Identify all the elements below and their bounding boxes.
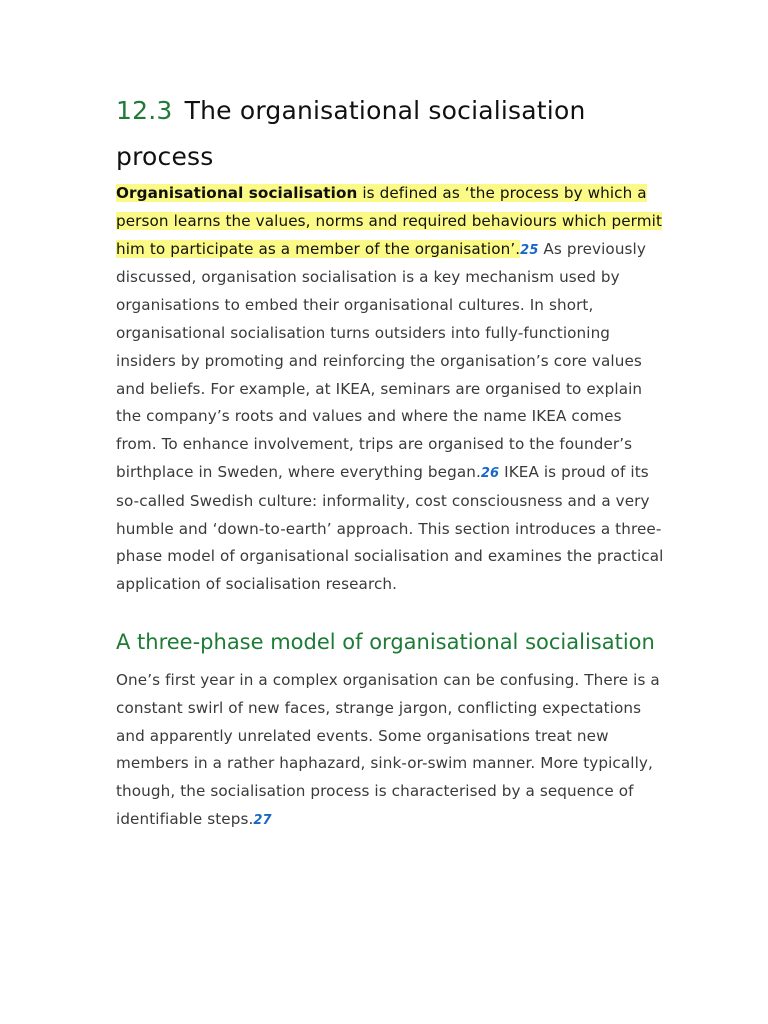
reference-link-26[interactable]: 26 <box>480 465 500 481</box>
body-text-1: As previously discussed, organisation socialisation is a key mechanism used by organisations to embed their organisational cultures. In short, organisational socialisation turns outsiders into fully-functioning insiders by promoting and reinforcing the organisation’s core values and beliefs. For example, at IKEA, seminars are organised to explain the company’s roots and values and where the name IKEA comes from. To enhance involvement, trips are organised to the founder’s birthplace in Sweden, where everything began. <box>116 239 646 481</box>
key-term: Organisational socialisation <box>116 184 358 202</box>
sub-heading: A three-phase model of organisational socialisation <box>116 629 655 654</box>
section-heading <box>116 88 664 180</box>
section-title-text: The organisational socialisation process <box>116 96 586 171</box>
paragraph-three-phase <box>116 667 664 835</box>
reference-link-25[interactable]: 25 <box>520 242 539 258</box>
body-text-3: One’s first year in a complex organisation can be confusing. There is a constant swirl of new faces, strange jargon, conflicting expectations and apparently unrelated events. Some organisations treat new members in a rather haphazard, sink-or-swim manner. More typically, though, the socialisation process is characterised by a sequence of identifiable steps. <box>116 670 660 828</box>
document-page <box>116 88 664 835</box>
paragraph-intro <box>116 180 664 599</box>
body-text-2: IKEA is proud of its so-called Swedish culture: informality, cost consciousness and a very humble and ‘down-to-earth’ approach. This section introduces a three-phase model of organisational socialisation and examines the practical application of socialisation research. <box>116 462 664 594</box>
section-number: 12.3 <box>116 96 173 125</box>
definition-text: is defined as ‘the process by which a person learns the values, norms and required behaviours which permit him to participate as a member of the organisation’. <box>116 184 663 258</box>
reference-link-27[interactable]: 27 <box>253 812 272 828</box>
